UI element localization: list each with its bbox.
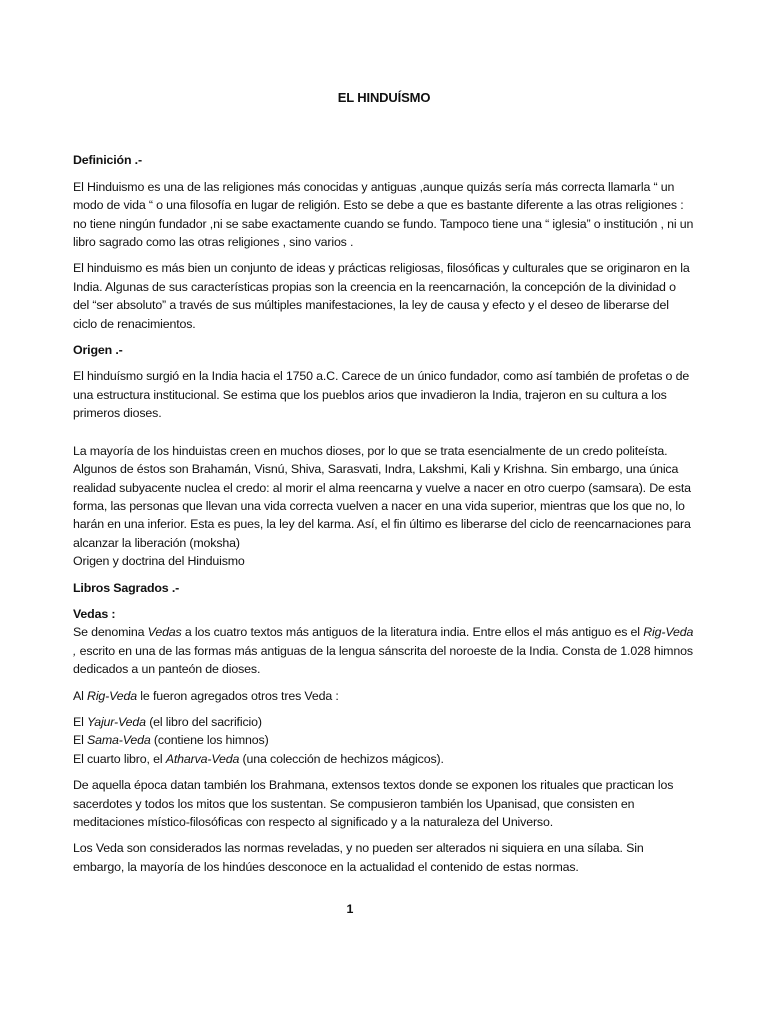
paragraph: La mayoría de los hinduistas creen en muchos dioses, por lo que se trata esencialmente de un credo politeísta. Algunos de éstos son Brahamán, Visnú, Shiva, Sarasvati, Indra, Lakshmi, Kali y Krishna. Sin embargo, una única realidad subyacente nuclea el credo: al morir el alma reencarna y vuelve a nacer en otro cuerpo (samsara). De esta forma, las personas que llevan una vida correcta vuelven a nacer en una vida superior, mientras que los que no, lo harán en una inferior. Esta es pues, la ley del karma. Así, el fin último es liberarse del ciclo de reencarnaciones para alcanzar la liberación (moksha)	[73, 443, 691, 550]
text-run-italic: Rig-Veda ,	[73, 625, 694, 658]
text-run-italic: Sama-Veda	[87, 733, 151, 748]
paragraph: Origen y doctrina del Hinduismo	[73, 554, 245, 569]
text-run: Se denomina	[73, 625, 148, 640]
text-run-italic: Yajur-Veda	[87, 714, 146, 729]
text-run: El	[73, 733, 88, 748]
veda-list	[73, 713, 695, 768]
section-heading-definicion: Definición .-	[73, 153, 142, 168]
text-run: El	[73, 714, 88, 729]
text-run: escrito en una de las formas más antiguas de la lengua sánscrita del noroeste de la India. Consta de 1.028 himnos dedicados a un panteón de dioses.	[73, 643, 693, 677]
document-title: EL HINDUÍSMO	[337, 90, 431, 105]
list-item	[73, 713, 695, 731]
paragraph	[73, 623, 695, 678]
paragraph-block	[73, 605, 695, 679]
paragraph: El hinduísmo surgió en la India hacia el 1750 a.C. Carece de un único fundador, como así también de profetas o de una estructura institucional. Se estima que los pueblos arios que invadieron la India, trajeron en su cultura a los primeros dioses.	[73, 369, 690, 421]
section-heading-origen: Origen .-	[73, 343, 123, 358]
paragraph: Los Veda son considerados las normas reveladas, y no pueden ser alterados ni siquiera en una sílaba. Sin embargo, la mayoría de los hindúes desconoce en la actualidad el contenido de estas normas.	[73, 841, 644, 874]
list-item	[73, 750, 695, 768]
document-body	[73, 89, 695, 884]
subheading-vedas: Vedas :	[73, 606, 116, 621]
text-run: (contiene los himnos)	[150, 733, 269, 748]
spacer	[73, 431, 695, 442]
text-run: Al	[73, 688, 88, 703]
text-run-italic: Vedas	[147, 625, 182, 640]
paragraph: De aquella época datan también los Brahmana, extensos textos donde se exponen los rituales que practican los sacerdotes y todos los mitos que los sustentan. Se compusieron también los Upanisad, que consisten en meditaciones místico-filosóficas con respecto al significado y a la naturaleza del Universo.	[73, 778, 674, 829]
paragraph: El hinduismo es más bien un conjunto de ideas y prácticas religiosas, filosóficas y culturales que se originaron en la India. Algunas de sus características propias son la creencia en la reencarnación, la concepción de la divinidad o del “ser absoluto” a través de sus múltiples manifestaciones, la ley de causa y efecto y el deseo de liberarse del ciclo de renacimientos.	[73, 261, 690, 331]
paragraph: El Hinduismo es una de las religiones más conocidas y antiguas ,aunque quizás sería más correcta llamarla “ un modo de vida “ o una filosofía en lugar de religión. Esto se debe a que es bastante diferente a las otras religiones : no tiene ningún fundador ,ni se sabe exactamente cuando se fundo. Tampoco tiene una “ iglesia” o institución , ni un libro sagrado como las otras religiones , sino varios .	[73, 179, 694, 250]
paragraph	[73, 687, 695, 705]
text-run: a los cuatro textos más antiguos de la literatura india. Entre ellos el más antiguo es el	[181, 625, 644, 640]
section-heading-libros: Libros Sagrados .-	[73, 580, 180, 595]
text-run: le fueron agregados otros tres Veda :	[137, 688, 339, 703]
list-item	[73, 731, 695, 749]
page-number: 1	[346, 902, 354, 916]
text-run-italic: Atharva-Veda	[165, 751, 240, 766]
text-run: El cuarto libro, el	[73, 751, 166, 766]
text-run-italic: Rig-Veda	[87, 688, 138, 703]
paragraph-block	[73, 442, 695, 571]
text-run: (una colección de hechizos mágicos).	[239, 751, 444, 766]
text-run: (el libro del sacrificio)	[145, 714, 262, 729]
